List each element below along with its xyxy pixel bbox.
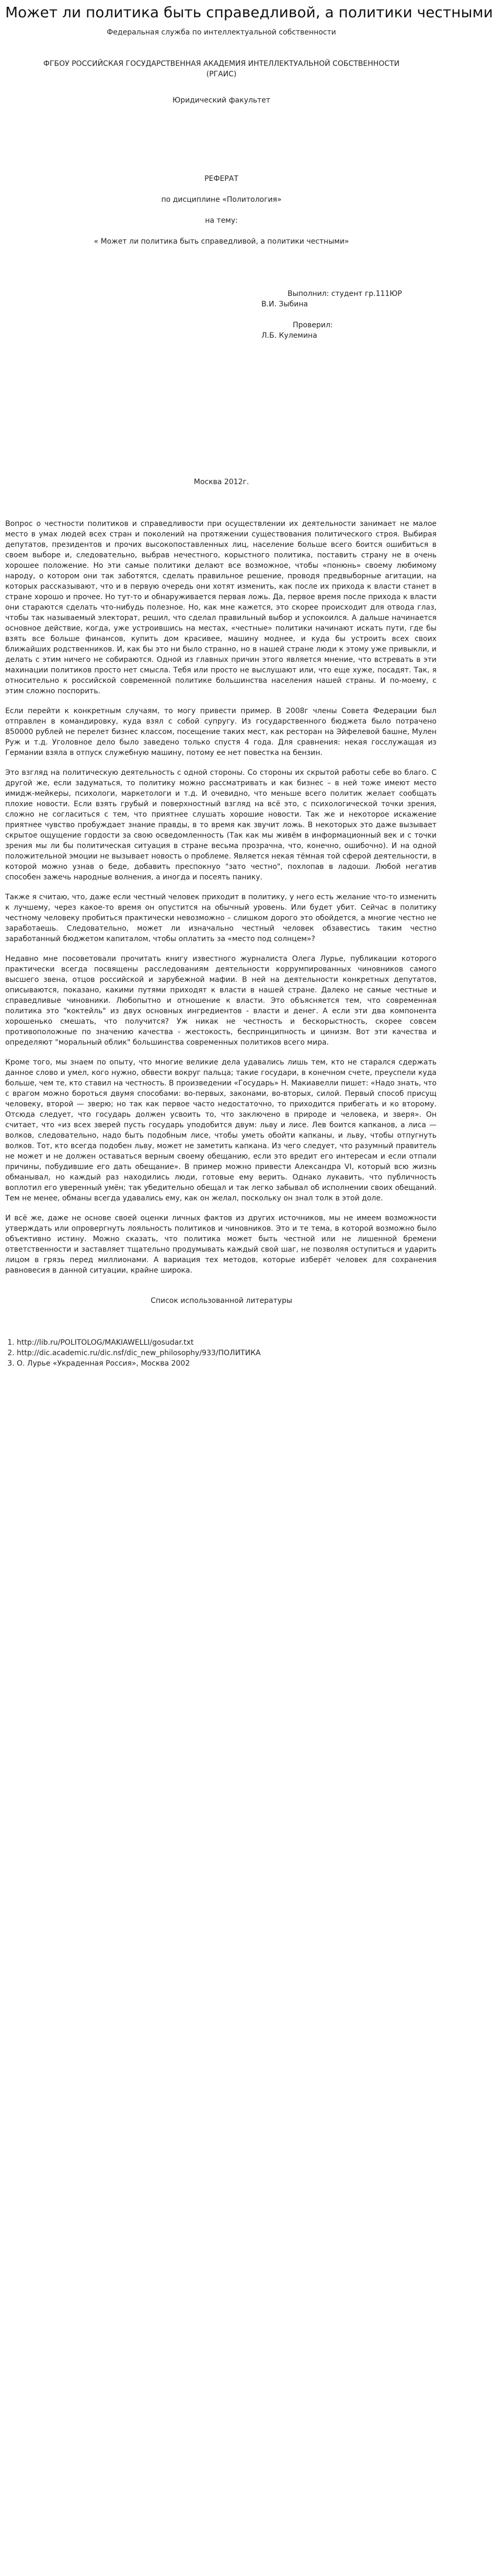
paragraph: Если перейти к конкретным случаям, то могу привести пример. В 2008г члены Совета Федерации был отправлен в командировку, куда взял с собой супругу. Из государственного бюджета было потрачено 850000 рублей не перелет бизнес классом, посещение таких мест, как ресторан на Эйфелевой башне, Мулен Руж и т.д. Уголовное дело было заведено только спустя 4 года. Для сравнения: некая госслужащая из Германии взяла в отпуск служебную машину, потому ее нет повестка на бензин.	[5, 707, 437, 757]
institution-abbr: (РГАИС)	[206, 70, 237, 78]
discipline-line: по дисциплине «Политология»	[161, 196, 282, 204]
faculty-line: Юридический факультет	[173, 96, 270, 105]
paragraph: Это взгляд на политическую деятельность с одной стороны. Со стороны их скрытой работы себе во благо. С другой же, если задуматься, то политику можно рассматривать и как бизнес – в ней тоже имеют место имидж-мейкеры, психологи, маркетологи и т.д. И очевидно, что меньше всего политик желает сообщать плохие новости. Если взять грубый и поверхностный взгляд на всё это, с психологической точки зрения, сложно не согласиться с тем, что приятнее слушать хорошие новости. Так же и некоторое искажение приятнее чувство пробуждает знание правды, в то время как звучит ложь. В некоторых это даже вызывает скрытое ощущение гордости за свою осведомленность (Так как мы живём в информационный век и с точки зрения мы ли бы политическая ситуация в стране весьма прозрачна, что, конечно, ошибочно). И на одной положительной эмоции не вызывает новость о проблеме. Является некая тёмная той сферой деятельности, в которой можно узнав о беде, добавить преспокнуо "зато честно", похлопав в ладоши. Любой негатив способен зажечь народные волнения, а иногда и посеять панику.	[5, 769, 437, 881]
institution-line: ФГБОУ РОССИЙСКАЯ ГОСУДАРСТВЕННАЯ АКАДЕМИЯ ИНТЕЛЛЕКТУАЛЬНОЙ СОБСТВЕННОСТИ	[43, 60, 400, 68]
author-block	[261, 289, 432, 341]
doc-type-heading: РЕФЕРАТ	[204, 175, 238, 183]
reference-item: 3. О. Лурье «Украденная Россия», Москва 2002	[17, 1358, 432, 1369]
page-title: Может ли политика быть справедливой, а политики честными	[5, 4, 493, 21]
references-title: Список использованной литературы	[151, 1297, 292, 1305]
references-list	[0, 1337, 443, 1369]
paragraph: И всё же, даже не основе своей оценки личных фактов из других источников, мы не имеем возможности утверждать или опровергнуть лояльность политиков и чиновников. Это и те тема, в которой возможно было объективно истину. Можно сказать, что политика может быть честной или не лишенной бремени ответственности и заставляет тщательно продумывать каждый свой шаг, не позволяя оступиться и ударить лицом в грязь перед миллионами. А вариация тех методов, которые изберёт человек для сохранения равновесия в данной ситуации, крайне широка.	[5, 1214, 437, 1275]
teacher-name: Л.Б. Кулемина	[261, 331, 317, 340]
reference-item[interactable]: 1. http://lib.ru/POLITOLOG/MAKIAWELLI/gosudar.txt	[17, 1337, 432, 1348]
paragraph: Также я считаю, что, даже если честный человек приходит в политику, у него есть желание что-то изменить к лучшему, через какое-то время он опустится на обычный уровень. Или будет убит. Сейчас в политику честному человеку пробиться практически невозможно – слишком дорого это обойдется, а многие честно не заработаешь. Следовательно, может ли изначально честный человек обзавестись таким честно заработанный бюджетом капиталом, чтобы оплатить за «место под солнцем»?	[5, 893, 437, 943]
student-name: В.И. Зыбина	[261, 300, 308, 308]
paragraph: Вопрос о честности политиков и справедливости при осуществлении их деятельности занимает не малое место в умах людей всех стран и поколений на протяжении существования политического строя. Выбирая депутатов, президентов и прочих высокопоставленных лиц, население больше всего боится ошибиться в своем выборе и, следовательно, выбрав нечестного, корыстного политика, поставить страну не в очень хорошее положение. Но эти самые политики делают все возможное, чтобы «понюнь» своему любимому народу, о котором они так заботятся, сделать правильное решение, проводя предвыборные агитации, на которых рассказывают, что и в первую очередь они хотят изменить, как после их прихода к власти станет в стране хорошо и прочее. Но тут-то и обнаруживается первая ложь. Да, первое время после прихода к власти они стараются сделать что-нибудь полезное. Но, как мне кажется, это скорее происходит для отвода глаз, чтобы так называемый электорат, решил, что сделал правильный выбор и успокоился. А дальше начинается основное действие, когда, уже устроившись на местах, «честные» политики начинают искать пути, где бы взять все больше финансов, купить дом красивее, машину моднее, и куда бы устроить всех своих ближайших родственников. И, как бы это ни было странно, но в нашей стране люди к этому уже привыкли, и делать с этим ничего не собираются. Одной из главных причин этого является мнение, что встревать в эти махинации политиков просто нет смысла. Тебя или просто не выслушают или, что еще хуже, посадят. Так, я относительно к российской современной политике большинства населения нашей страны. И по-моему, с этим сложно поспорить.	[5, 520, 437, 695]
essay-body	[0, 519, 443, 1276]
topic-line: « Может ли политика быть справедливой, а политики честными»	[94, 237, 349, 246]
checked-label: Проверил:	[293, 321, 333, 329]
title-page	[0, 22, 443, 487]
agency-line: Федеральная служба по интеллектуальной собственности	[107, 28, 336, 37]
topic-label: на тему:	[205, 216, 238, 225]
city-year: Москва 2012г.	[193, 478, 249, 486]
paragraph: Недавно мне посоветовали прочитать книгу известного журналиста Олега Лурье, публикации которого практически всегда посвящены расследованиям деятельности коррумпированных чиновников самого высшего звена, отцов российской и зарубежной мафии. В ней на деятельности конкретных депутатов, описываются, показано, какими путями приходят к власти в нашей стране. Далеко не самые честные и справедливые чиновники. Любопытно и отношение к власти. Это объясняется тем, что современная политика это "коктейль" из двух основных ингредиентов - власти и денег. А если эти два компонента хорошенько смешать, что получится? Уж никак не честность и бескорыстность, скорее совсем противоположные по значению качества - жестокость, беспринципность и цинизм. Вот эти качества и определяют "моральный облик" большинства современных политиков всего мира.	[5, 955, 437, 1047]
paragraph: Кроме того, мы знаем по опыту, что многие великие дела удавались лишь тем, кто не старался сдержать данное слово и умел, кого нужно, обвести вокруг пальца; такие государи, в конечном счете, преуспели куда больше, чем те, кто ставил на честность. В произведении «Государь» Н. Макиавелли пишет: «Надо знать, что с врагом можно бороться двумя способами: во-первых, законами, во-вторых, силой. Первый способ присущ человеку, второй — зверю; но так как первое часто недостаточно, то приходится прибегать и ко второму. Отсюда следует, что государь должен усвоить то, что заключено в природе и человека, и зверя». Он считает, что «из всех зверей пусть государь уподобится двум: льву и лисе. Лев боится капканов, а лиса — волков, следовательно, надо быть подобным лисе, чтобы уметь обойти капканы, и льву, чтобы отпугнуть волков. Тот, кто всегда подобен льву, может не заметить капкана. Из чего следует, что разумный правитель не может и не должен оставаться верным своему обещанию, если это вредит его интересам и если отпали причины, побудившие его дать обещание». В пример можно привести Александра VI, который всю жизнь обманывал, но каждый раз находились люди, готовые ему верить. Однако лукавить, что публичность воплотил его уверенный умён; так убедительно обещал и так легко забывал об исполнении своих обещаний. Тем не менее, обманы всегда удавались ему, как он желал, поскольку он знал толк в этой доле.	[5, 1058, 437, 1203]
performed-label: Выполнил: студент гр.111ЮР	[288, 290, 402, 298]
reference-item[interactable]: 2. http://dic.academic.ru/dic.nsf/dic_new_philosophy/933/ПОЛИТИКА	[17, 1348, 432, 1358]
